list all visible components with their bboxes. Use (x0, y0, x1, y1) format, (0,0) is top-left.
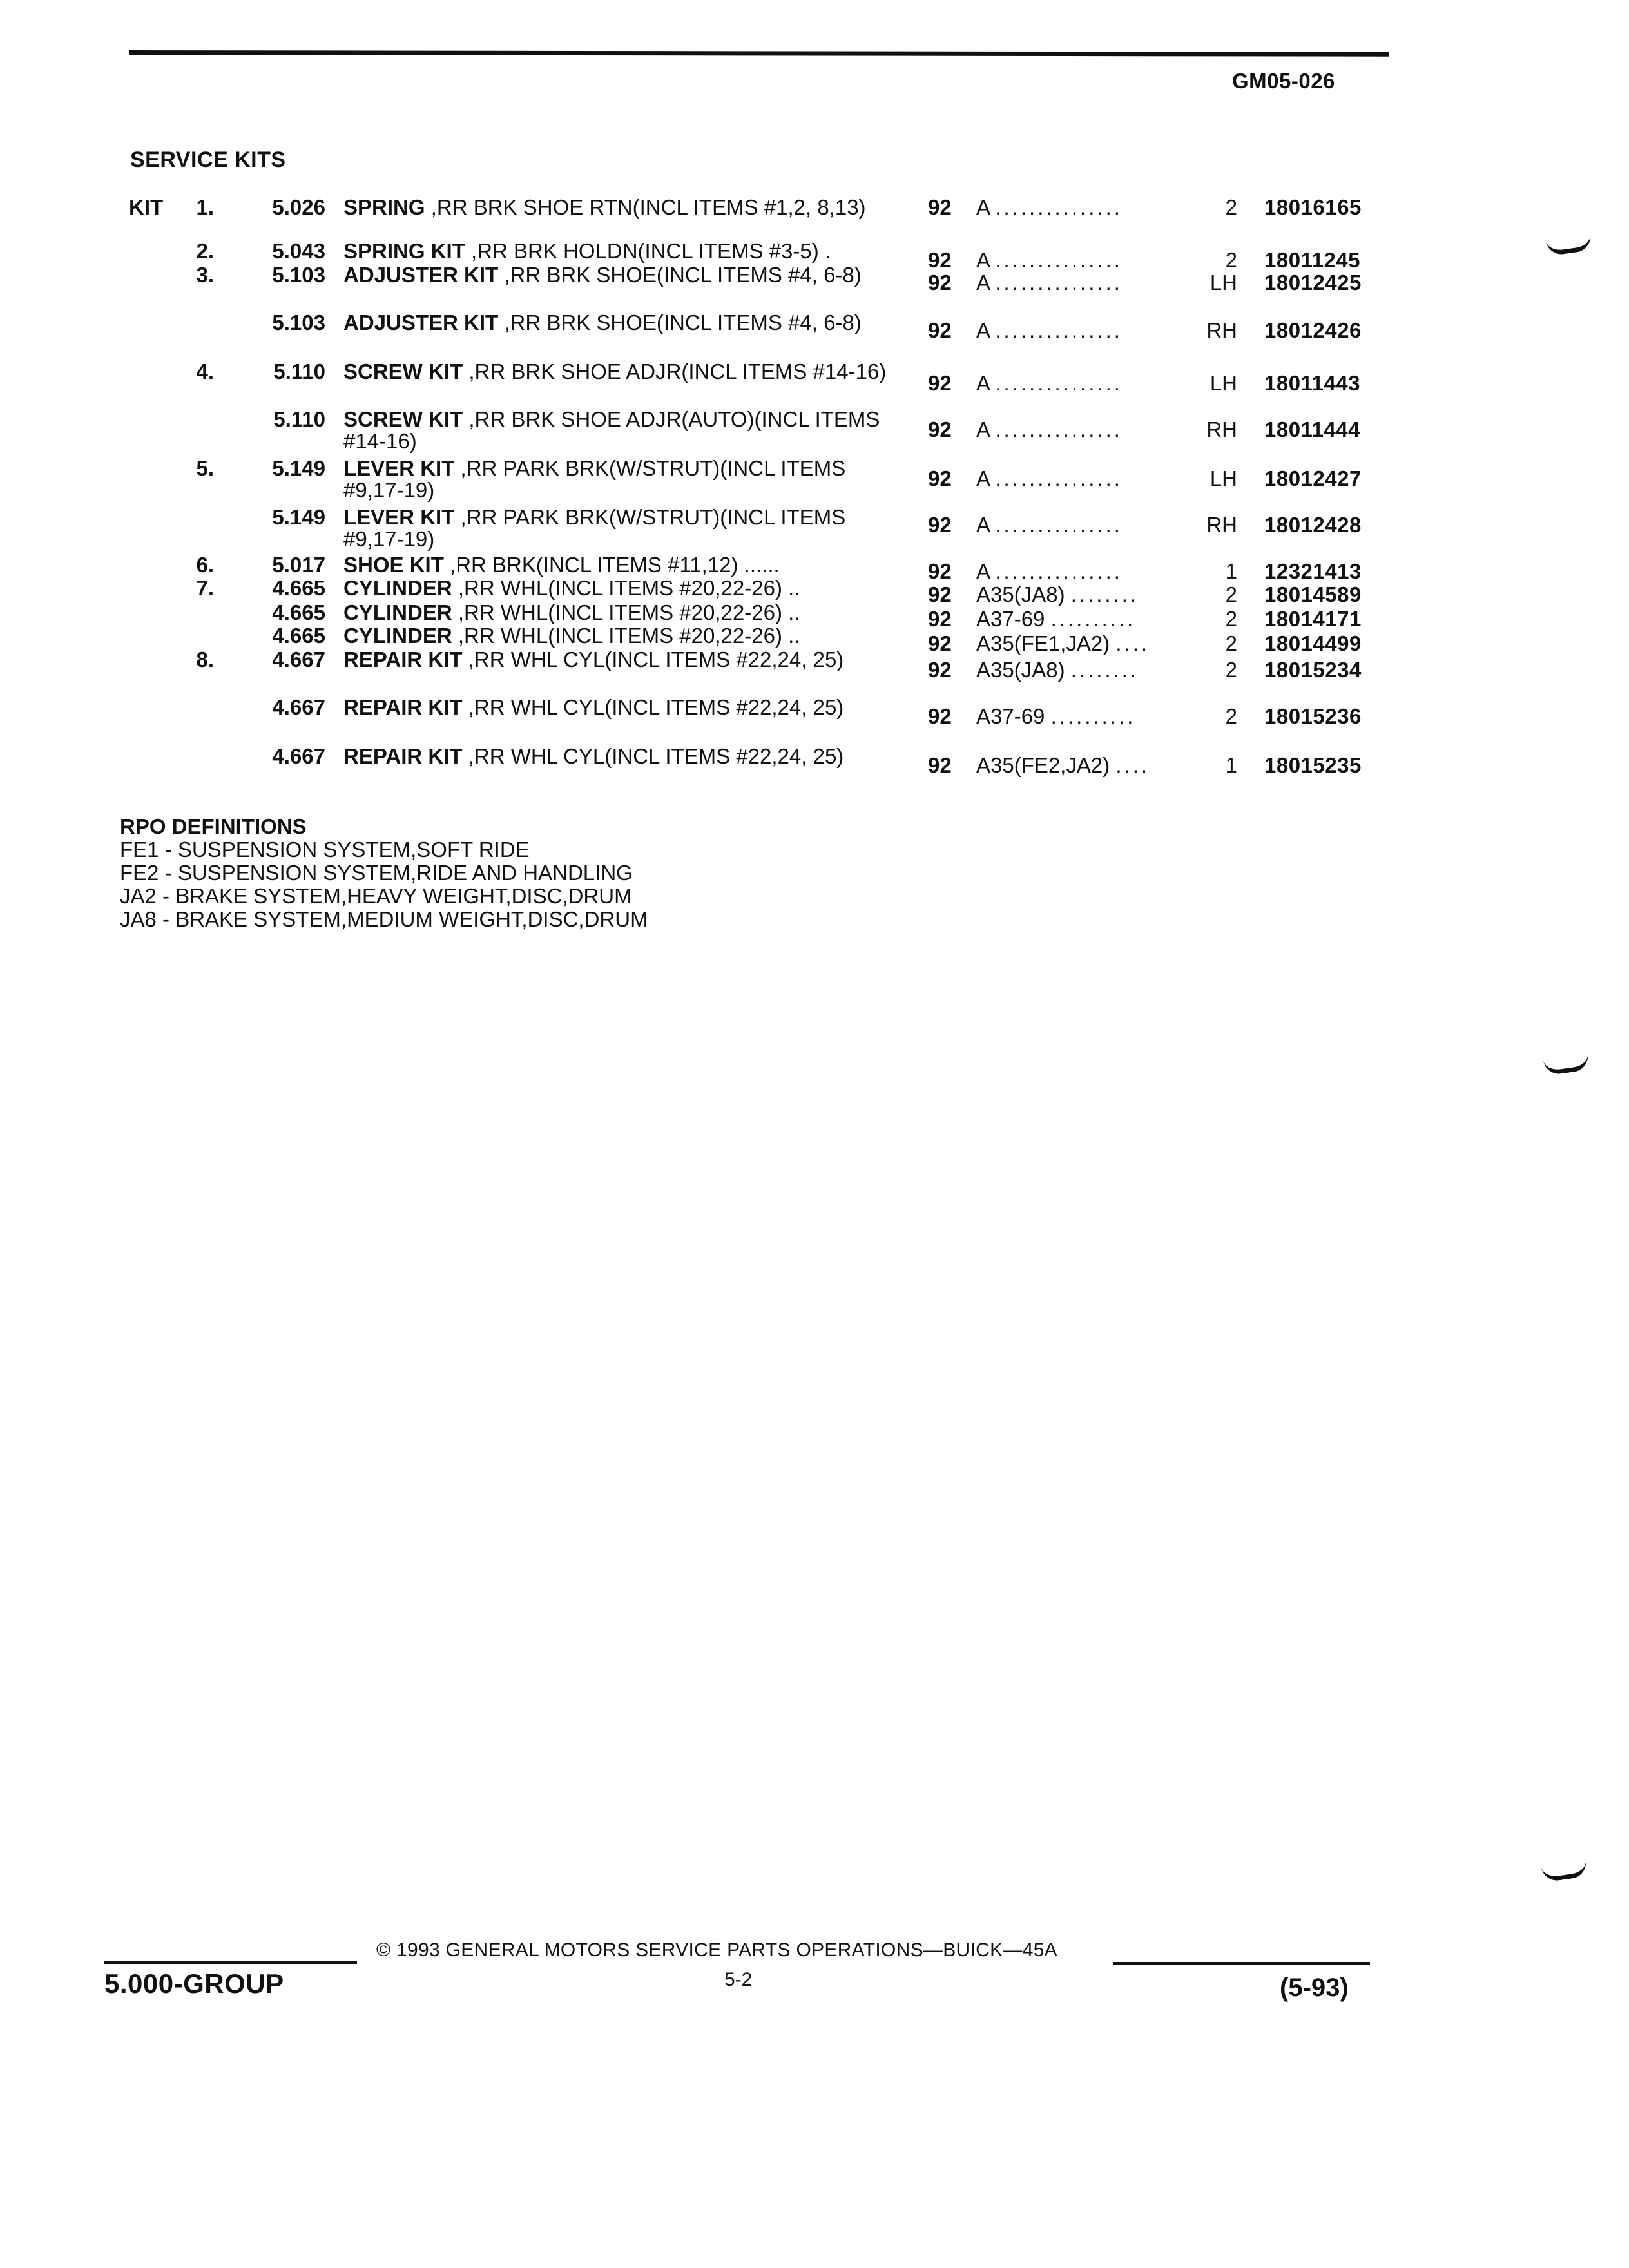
part-name: SPRING KIT (343, 239, 465, 263)
binder-mark (1541, 1860, 1588, 1882)
part-number: 18014499 (1264, 631, 1362, 655)
kit-number: 4. (196, 360, 214, 383)
part-name: REPAIR KIT (343, 648, 463, 671)
figure-ref: 5.043 (272, 239, 325, 263)
part-number: 18014589 (1264, 582, 1362, 606)
model-usage: A ............... (976, 318, 1123, 342)
footer-rule-left (104, 1961, 357, 1964)
quantity: 1 (1225, 559, 1237, 583)
quantity: RH (1206, 318, 1237, 342)
rpo-item: JA8 - BRAKE SYSTEM,MEDIUM WEIGHT,DISC,DRUM (120, 907, 648, 931)
year: 92 (928, 248, 952, 272)
kit-label: KIT (129, 195, 164, 219)
part-description (343, 554, 891, 576)
figure-ref: 5.026 (272, 195, 325, 219)
part-description (343, 577, 891, 599)
part-name: REPAIR KIT (343, 744, 463, 768)
part-detail: ,RR BRK(INCL ITEMS #11,12) ...... (443, 553, 780, 577)
figure-ref: 4.665 (272, 601, 325, 624)
binder-mark (1543, 1053, 1590, 1075)
year: 92 (928, 607, 952, 631)
year: 92 (928, 559, 952, 583)
quantity: 1 (1225, 753, 1237, 777)
part-name: SCREW KIT (343, 360, 463, 383)
figure-ref: 5.103 (272, 311, 325, 334)
part-description (343, 649, 891, 671)
part-number: 18011444 (1264, 418, 1361, 441)
footer-date: (5-93) (1280, 1974, 1349, 2002)
part-detail: ,RR BRK HOLDN(INCL ITEMS #3-5) . (465, 239, 831, 263)
table-row (0, 697, 1629, 748)
model-usage: A ............... (976, 195, 1123, 219)
model-usage: A ............... (976, 418, 1123, 441)
part-detail: ,RR WHL CYL(INCL ITEMS #22,24, 25) (462, 744, 844, 768)
part-description (343, 264, 891, 286)
year: 92 (928, 704, 952, 728)
part-name: CYLINDER (343, 576, 452, 600)
footer-copyright: © 1993 GENERAL MOTORS SERVICE PARTS OPERATIONS—BUICK—45A (376, 1939, 1057, 1961)
figure-ref: 4.667 (272, 695, 325, 719)
table-row (0, 457, 1629, 509)
part-number: 18015236 (1264, 704, 1362, 728)
part-description (343, 312, 891, 334)
model-usage: A ............... (976, 371, 1123, 395)
part-name: SCREW KIT (343, 407, 463, 431)
model-usage: A ............... (976, 513, 1123, 537)
kit-number: 3. (196, 263, 214, 287)
part-detail: ,RR WHL(INCL ITEMS #20,22-26) .. (452, 601, 800, 624)
part-detail: ,RR BRK SHOE RTN(INCL ITEMS #1,2, 8,13) (425, 195, 866, 219)
table-row (0, 408, 1629, 460)
part-name: SPRING (343, 195, 425, 219)
figure-ref: 5.017 (272, 553, 325, 577)
figure-ref: 5.110 (273, 407, 325, 431)
part-description (343, 745, 891, 767)
year: 92 (928, 195, 952, 219)
quantity: RH (1206, 418, 1237, 441)
part-name: ADJUSTER KIT (343, 311, 499, 334)
part-name: ADJUSTER KIT (343, 263, 499, 287)
service-kits-table (0, 0, 1629, 838)
part-number: 18011443 (1264, 371, 1361, 395)
model-usage: A ............... (976, 248, 1123, 272)
part-number: 18012428 (1264, 513, 1362, 537)
figure-ref: 5.149 (272, 456, 325, 480)
model-usage: A35(FE1,JA2) .... (976, 631, 1150, 655)
part-name: CYLINDER (343, 624, 452, 648)
part-number: 18015235 (1264, 753, 1362, 777)
table-row (0, 312, 1629, 363)
figure-ref: 5.103 (272, 263, 325, 287)
part-description (343, 197, 891, 218)
model-usage: A ............... (976, 466, 1123, 490)
quantity: 2 (1225, 704, 1237, 728)
part-description (343, 361, 891, 383)
table-row (0, 506, 1629, 558)
part-description (343, 240, 891, 262)
part-name: REPAIR KIT (343, 695, 463, 719)
part-description (343, 457, 891, 501)
kit-number: 7. (196, 576, 214, 600)
year: 92 (928, 582, 952, 606)
year: 92 (928, 371, 952, 395)
part-detail: ,RR PARK BRK(W/STRUT)(INCL ITEMS #9,17-19) (343, 505, 846, 551)
part-description (343, 602, 891, 624)
part-detail: ,RR WHL CYL(INCL ITEMS #22,24, 25) (462, 695, 844, 719)
figure-ref: 4.665 (272, 576, 325, 600)
part-name: SHOE KIT (343, 553, 444, 577)
rpo-item: JA2 - BRAKE SYSTEM,HEAVY WEIGHT,DISC,DRUM (120, 884, 632, 908)
quantity: RH (1206, 513, 1237, 537)
model-usage: A35(FE2,JA2) .... (976, 753, 1150, 777)
table-row (0, 649, 1629, 700)
part-name: LEVER KIT (343, 505, 455, 529)
quantity: 2 (1225, 195, 1237, 219)
rpo-definitions (120, 815, 648, 931)
table-row (0, 745, 1629, 797)
part-description (343, 408, 891, 452)
part-detail: ,RR BRK SHOE(INCL ITEMS #4, 6-8) (498, 263, 862, 287)
part-name: CYLINDER (343, 601, 452, 624)
table-row (0, 361, 1629, 412)
part-description (343, 506, 891, 550)
part-detail: ,RR WHL CYL(INCL ITEMS #22,24, 25) (462, 648, 844, 671)
year: 92 (928, 513, 952, 537)
part-number: 18011245 (1264, 248, 1361, 272)
part-detail: ,RR BRK SHOE ADJR(AUTO)(INCL ITEMS #14-16) (343, 407, 880, 453)
part-number: 18012427 (1264, 466, 1362, 490)
part-detail: ,RR BRK SHOE(INCL ITEMS #4, 6-8) (498, 311, 862, 334)
quantity: LH (1210, 271, 1237, 294)
quantity: LH (1210, 371, 1237, 395)
year: 92 (928, 318, 952, 342)
part-number: 18014171 (1264, 607, 1362, 631)
part-detail: ,RR PARK BRK(W/STRUT)(INCL ITEMS #9,17-19) (343, 456, 846, 502)
part-number: 18015234 (1264, 658, 1362, 682)
quantity: 2 (1225, 658, 1237, 682)
year: 92 (928, 658, 952, 682)
kit-number: 8. (196, 648, 214, 671)
kit-number: 2. (196, 239, 214, 263)
table-row (0, 264, 1629, 316)
model-usage: A35(JA8) ........ (976, 582, 1139, 606)
part-number: 18016165 (1264, 195, 1362, 219)
part-number: 12321413 (1264, 559, 1362, 583)
section-title: SERVICE KITS (130, 148, 286, 172)
part-description (343, 625, 891, 647)
part-number: 18012426 (1264, 318, 1362, 342)
year: 92 (928, 418, 952, 441)
rpo-item: FE1 - SUSPENSION SYSTEM,SOFT RIDE (120, 838, 530, 861)
year: 92 (928, 631, 952, 655)
part-detail: ,RR WHL(INCL ITEMS #20,22-26) .. (452, 624, 800, 648)
quantity: 2 (1225, 631, 1237, 655)
kit-number: 1. (196, 195, 214, 219)
kit-number: 5. (196, 456, 214, 480)
document-code: GM05-026 (1232, 69, 1335, 93)
quantity: LH (1210, 466, 1237, 490)
year: 92 (928, 271, 952, 294)
part-name: LEVER KIT (343, 456, 455, 480)
quantity: 2 (1225, 607, 1237, 631)
rpo-title: RPO DEFINITIONS (120, 814, 307, 838)
model-usage: A37-69 .......... (976, 704, 1136, 728)
quantity: 2 (1225, 248, 1237, 272)
model-usage: A35(JA8) ........ (976, 658, 1139, 682)
part-number: 18012425 (1264, 271, 1362, 294)
figure-ref: 5.149 (272, 505, 325, 529)
model-usage: A ............... (976, 559, 1123, 583)
rpo-item: FE2 - SUSPENSION SYSTEM,RIDE AND HANDLING (120, 861, 633, 885)
part-detail: ,RR WHL(INCL ITEMS #20,22-26) .. (452, 576, 800, 600)
part-detail: ,RR BRK SHOE ADJR(INCL ITEMS #14-16) (463, 360, 887, 383)
page-number: 5-2 (724, 1969, 753, 1990)
figure-ref: 4.665 (272, 624, 325, 648)
year: 92 (928, 753, 952, 777)
quantity: 2 (1225, 582, 1237, 606)
part-description (343, 697, 891, 718)
figure-ref: 4.667 (272, 648, 325, 671)
figure-ref: 5.110 (273, 360, 325, 383)
footer-rule-right (1113, 1962, 1370, 1965)
kit-number: 6. (196, 553, 214, 577)
figure-ref: 4.667 (272, 744, 325, 768)
model-usage: A ............... (976, 271, 1123, 294)
year: 92 (928, 466, 952, 490)
model-usage: A37-69 .......... (976, 607, 1136, 631)
footer-group: 5.000-GROUP (104, 1968, 284, 1999)
